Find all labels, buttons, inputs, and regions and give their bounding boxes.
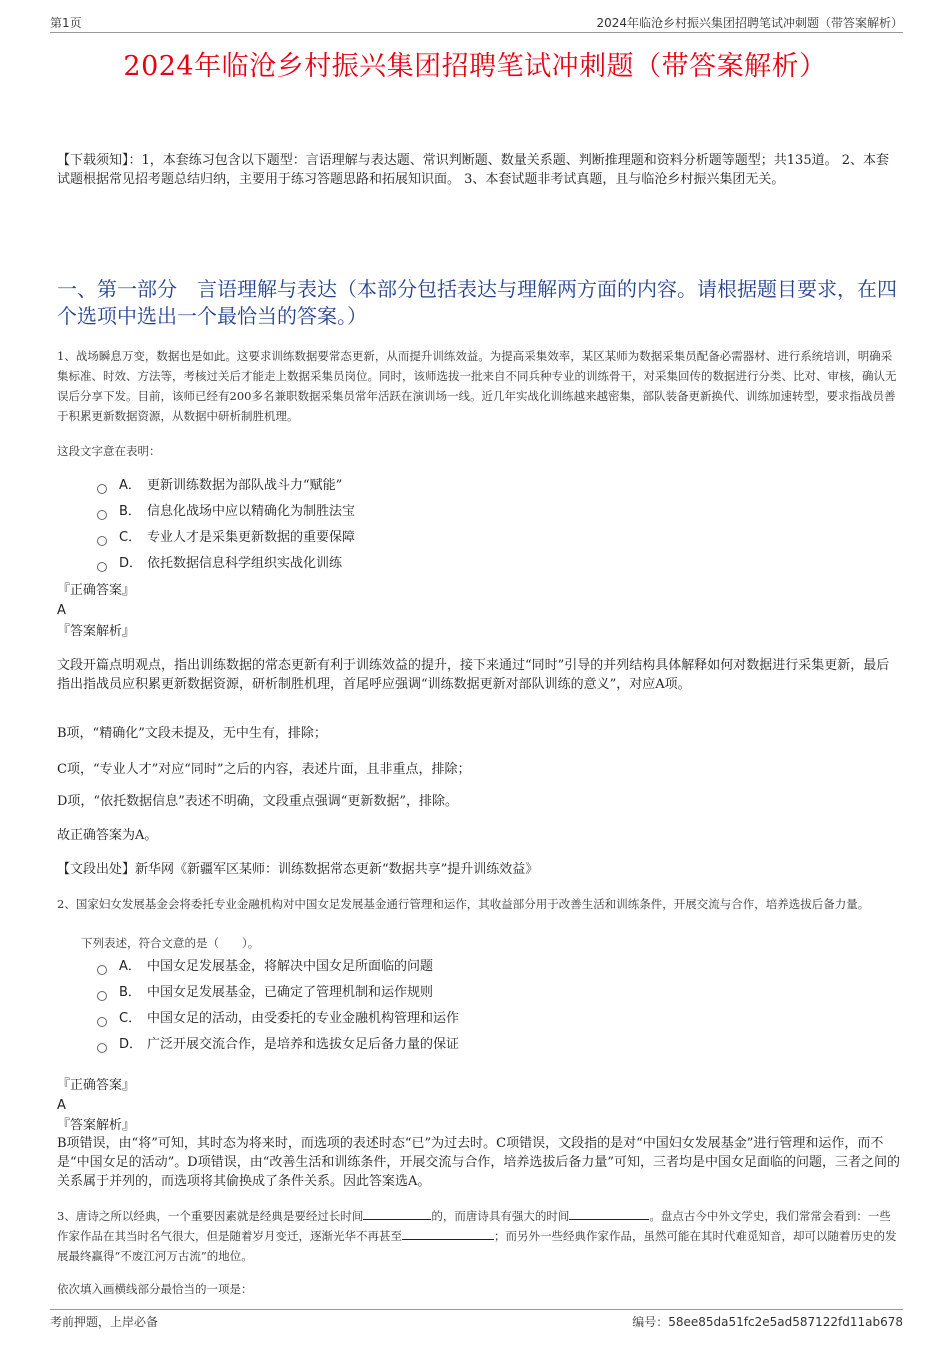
fill-blank[interactable] xyxy=(569,1206,649,1220)
footer-code: 编号：58ee85da51fc2e5ad587122fd11ab678 xyxy=(632,1315,903,1329)
q1-option-d[interactable]: D． 依托数据信息科学组织实战化训练 xyxy=(97,554,342,574)
page-number: 第1页 xyxy=(50,16,82,30)
q2-stem: 2、国家妇女发展基金会将委托专业金融机构对中国女足发展基金通行管理和运作，其收益部分用于改善生活和训练条件，开展交流与合作，培养选拔后备力量。 xyxy=(57,897,870,911)
q1-answer-heading: 『正确答案』 xyxy=(57,583,136,598)
q2-option-c[interactable]: C． 中国女足的活动，由受委托的专业金融机构管理和运作 xyxy=(97,1009,459,1029)
radio-icon[interactable] xyxy=(97,991,107,1001)
radio-icon[interactable] xyxy=(97,1017,107,1027)
q3-stem: 3、唐诗之所以经典，一个重要因素就是经典是要经过长时间 的，而唐诗具有强大的时间 。盘点古今中外文学史，我们常常会看到：一些作家作品在其当时名气很大，但是随着岁月变迁，逐渐光华不再甚至 ；而另外一些经典作家作品，虽然可能在其时代难觅知音，却可以随着历史的发展最终赢得“不废江河万古流”的地位。 xyxy=(57,1206,900,1266)
q1-analysis-para: C项，“专业人才”对应“同时”之后的内容，表述片面，且非重点，排除； xyxy=(57,762,471,777)
header-doc-title: 2024年临沧乡村振兴集团招聘笔试冲刺题（带答案解析） xyxy=(596,16,903,30)
q1-option-c[interactable]: C． 专业人才是采集更新数据的重要保障 xyxy=(97,528,355,548)
q1-prompt: 这段文字意在表明： xyxy=(57,444,161,458)
q1-source: 【文段出处】新华网《新疆军区某师：训练数据常态更新“数据共享”提升训练效益》 xyxy=(57,862,539,877)
q2-option-d[interactable]: D． 广泛开展交流合作，是培养和选拔女足后备力量的保证 xyxy=(97,1035,459,1055)
q1-analysis-para: B项，“精确化”文段未提及，无中生有，排除； xyxy=(57,726,327,741)
header-rule xyxy=(50,32,903,33)
section-heading: 一、第一部分 言语理解与表达（本部分包括表达与理解两方面的内容。请根据题目要求，在四个选项中选出一个最恰当的答案。） xyxy=(57,277,897,328)
q1-answer: A xyxy=(57,603,66,618)
download-notice: 【下载须知】：1，本套练习包含以下题型：言语理解与表达题、常识判断题、数量关系题、判断推理题和资料分析题等题型；共135道。 2、本套试题根据常见招考题总结归纳，主要用于练习答题思路和拓展知识面。 3、本套试题非考试真题，且与临沧乡村振兴集团无关。 xyxy=(57,153,889,187)
fill-blank[interactable] xyxy=(402,1226,494,1240)
radio-icon[interactable] xyxy=(97,1043,107,1053)
q2-analysis: B项错误，由“将”可知，其时态为将来时，而选项的表述时态“已”为过去时。C项错误，文段指的是对“中国妇女发展基金”进行管理和运作，而不是“中国女足的活动”。D项错误，由“改善生活和训练条件，开展交流与合作，培养选拔后备力量”可知，三者均是中国女足面临的问题，三者之间的关系属于并列的，而选项将其偷换成了条件关系。因此答案选A。 xyxy=(57,1136,901,1189)
radio-icon[interactable] xyxy=(97,965,107,975)
q1-analysis-para: D项，“依托数据信息”表述不明确，文段重点强调“更新数据”，排除。 xyxy=(57,794,459,809)
q3-prompt: 依次填入画横线部分最恰当的一项是： xyxy=(57,1282,253,1296)
radio-icon[interactable] xyxy=(97,536,107,546)
q1-option-b[interactable]: B． 信息化战场中应以精确化为制胜法宝 xyxy=(97,502,355,522)
radio-icon[interactable] xyxy=(97,510,107,520)
footer-rule xyxy=(50,1309,903,1310)
q1-stem: 1、战场瞬息万变，数据也是如此。这要求训练数据要常态更新，从而提升训练效益。为提高采集效率，某区某师为数据采集员配备必需器材、进行系统培训，明确采集标准、时效、方法等，考核过关后才能走上数据采集员岗位。同时，该师选拔一批来自不同兵种专业的训练骨干，对采集回传的数据进行分类、比对、审核，确认无误后分享下发。目前，该师已经有200多名兼职数据采集员常年活跃在演训场一线。近几年实战化训练越来越密集，部队装备更新换代、训练加速转型，要求指战员善于积累更新数据资源，从数据中研析制胜机理。 xyxy=(57,349,897,423)
footer-slogan: 考前押题，上岸必备 xyxy=(50,1315,159,1329)
q1-analysis-para: 文段开篇点明观点，指出训练数据的常态更新有利于训练效益的提升，接下来通过“同时”引导的并列结构具体解释如何对数据进行采集更新，最后指出指战员应积累更新数据资源，研析制胜机理，首尾呼应强调“训练数据更新对部队训练的意义”，对应A项。 xyxy=(57,658,890,692)
q2-answer-heading: 『正确答案』 xyxy=(57,1078,136,1093)
q1-analysis-heading: 『答案解析』 xyxy=(57,624,136,639)
q1-analysis-para: 故正确答案为A。 xyxy=(57,828,158,843)
radio-icon[interactable] xyxy=(97,484,107,494)
radio-icon[interactable] xyxy=(97,562,107,572)
q2-prompt: 下列表述，符合文意的是（ ）。 xyxy=(81,936,260,950)
fill-blank[interactable] xyxy=(363,1206,431,1220)
q2-option-b[interactable]: B． 中国女足发展基金，已确定了管理机制和运作规则 xyxy=(97,983,433,1003)
page-title: 2024年临沧乡村振兴集团招聘笔试冲刺题（带答案解析） xyxy=(123,51,827,82)
q2-analysis-heading: 『答案解析』 xyxy=(57,1118,136,1133)
q1-option-a[interactable]: A． 更新训练数据为部队战斗力“赋能” xyxy=(97,476,342,496)
q2-option-a[interactable]: A． 中国女足发展基金，将解决中国女足所面临的问题 xyxy=(97,957,433,977)
q2-answer: A xyxy=(57,1098,66,1113)
